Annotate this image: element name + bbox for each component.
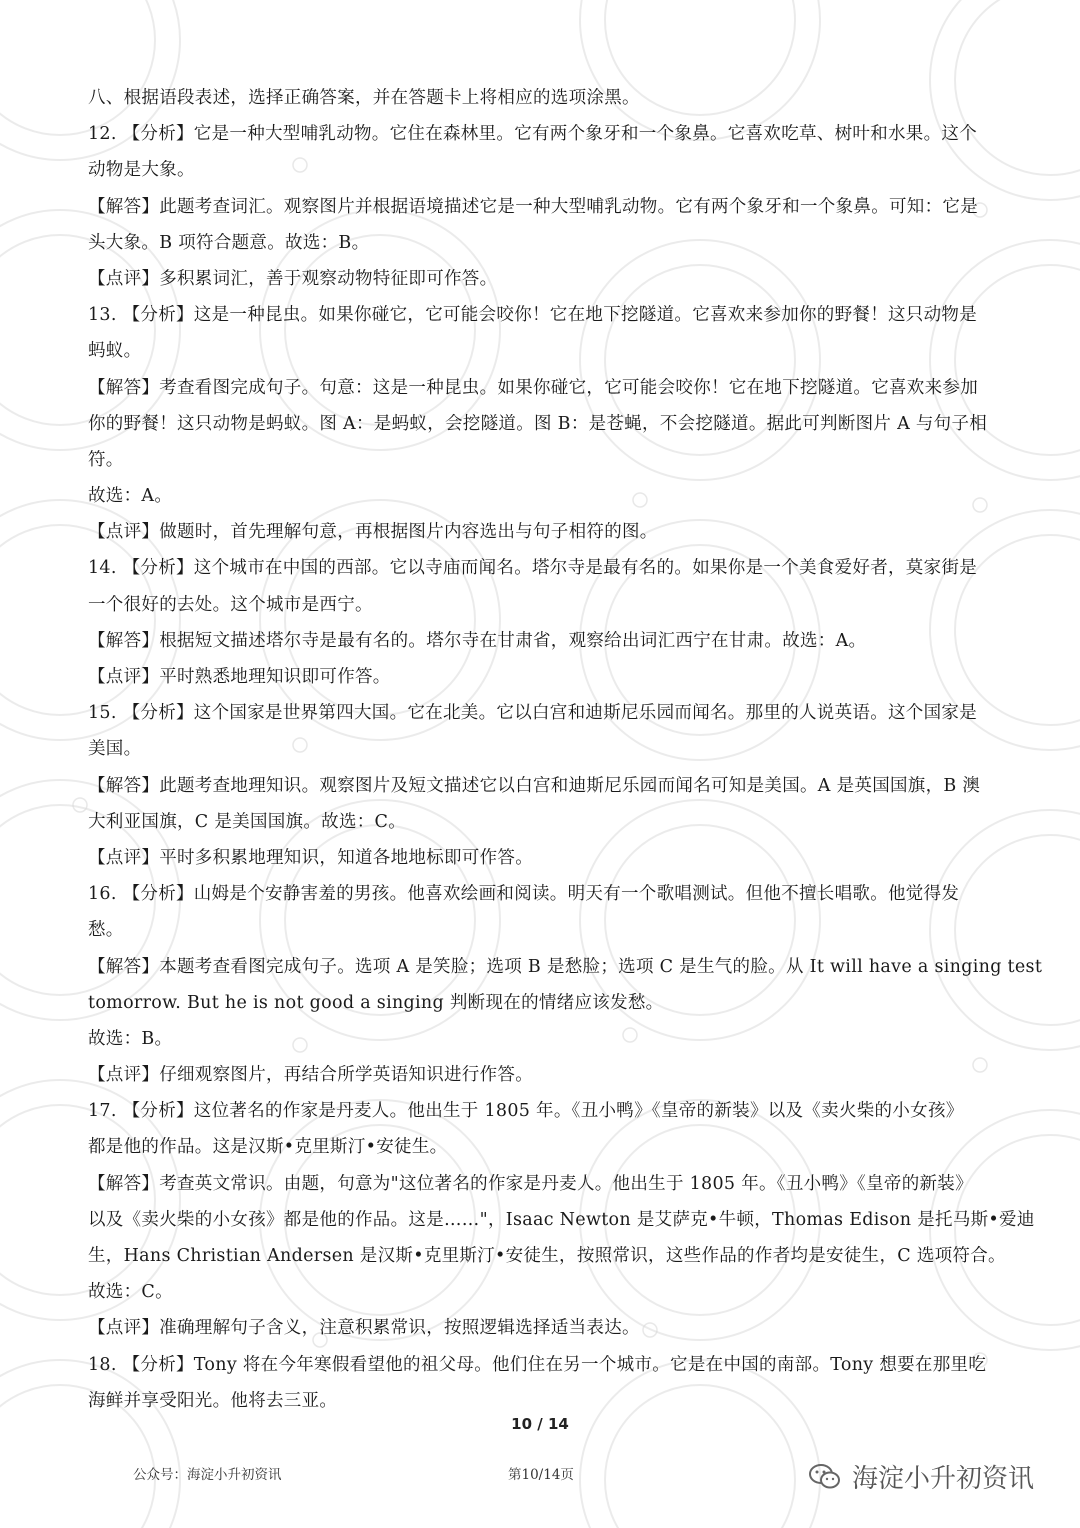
text-line: tomorrow. But he is not good a singing 判断现在的情绪应该发愁。 <box>88 992 664 1013</box>
document-body <box>88 80 1043 1419</box>
text-line: 故选：B。 <box>88 1028 173 1049</box>
text-line: 16. 【分析】山姆是个安静害羞的男孩。他喜欢绘画和阅读。明天有一个歌唱测试。但他不擅长唱歌。他觉得发 <box>88 884 960 905</box>
text-line: 符。 <box>88 449 124 470</box>
text-line: 【点评】准确理解句子含义，注意积累常识，按照逻辑选择适当表达。 <box>88 1318 640 1339</box>
text-line: 15. 【分析】这个国家是世界第四大国。它在北美。它以白宫和迪斯尼乐园而闻名。那里的人说英语。这个国家是 <box>88 703 977 724</box>
text-line: 一个很好的去处。这个城市是西宁。 <box>88 594 373 615</box>
text-line: 14. 【分析】这个城市在中国的西部。它以寺庙而闻名。塔尔寺是最有名的。如果你是一个美食爱好者，莫家街是 <box>88 558 977 579</box>
page-number: 10 / 14 <box>511 1415 569 1433</box>
text-line: 【解答】此题考查词汇。观察图片并根据语境描述它是一种大型哺乳动物。它有两个象牙和一个象鼻。可知：它是 <box>88 196 978 217</box>
brand-badge <box>808 1458 1034 1495</box>
text-line: 【点评】平时熟悉地理知识即可作答。 <box>88 667 391 687</box>
text-line: 【点评】多积累词汇，善于观察动物特征即可作答。 <box>88 268 498 289</box>
text-line: 【解答】本题考查看图完成句子。选项 A 是笑脸；选项 B 是愁脸；选项 C 是生气的脸。从 It will have a singing test <box>88 956 1043 977</box>
brand-name: 海淀小升初资讯 <box>852 1464 1035 1494</box>
text-line: 愁。 <box>88 920 124 941</box>
wechat-icon <box>808 1462 842 1492</box>
text-line: 美国。 <box>88 739 142 760</box>
text-line: 八、根据语段表述，选择正确答案，并在答题卡上将相应的选项涂黑。 <box>88 88 640 108</box>
text-line: 18. 【分析】Tony 将在今年寒假看望他的祖父母。他们住在另一个城市。它是在中国的南部。Tony 想要在那里吃 <box>88 1354 987 1375</box>
text-line: 【点评】做题时，首先理解句意，再根据图片内容选出与句子相符的图。 <box>88 522 658 543</box>
text-line: 【解答】根据短文描述塔尔寺是最有名的。塔尔寺在甘肃省，观察给出词汇西宁在甘肃。故选：A。 <box>88 630 867 651</box>
footer-account-label: 公众号：海淀小升初资讯 <box>133 1467 282 1483</box>
text-line: 故选：A。 <box>88 486 173 507</box>
text-line: 都是他的作品。这是汉斯•克里斯汀•安徒生。 <box>88 1137 448 1158</box>
text-line: 蚂蚁。 <box>88 341 142 362</box>
text-line: 生，Hans Christian Andersen 是汉斯•克里斯汀•安徒生，按照常识，这些作品的作者均是安徒生，C 选项符合。 <box>88 1246 1006 1266</box>
text-line: 故选：C。 <box>88 1282 173 1303</box>
text-line: 大利亚国旗，C 是美国国旗。故选：C。 <box>88 811 407 832</box>
footer-page-label: 第10/14页 <box>508 1467 574 1483</box>
text-line: 【解答】此题考查地理知识。观察图片及短文描述它以白宫和迪斯尼乐园而闻名可知是美国。A 是英国国旗，B 澳 <box>88 775 981 796</box>
text-line: 【解答】考查英文常识。由题，句意为"这位著名的作家是丹麦人。他出生于 1805 年。《丑小鸭》《皇帝的新装》 <box>88 1173 973 1194</box>
text-line: 海鲜并享受阳光。他将去三亚。 <box>88 1390 338 1411</box>
text-line: 【解答】考查看图完成句子。句意：这是一种昆虫。如果你碰它，它可能会咬你！它在地下挖隧道。它喜欢来参加 <box>88 377 978 398</box>
text-line: 动物是大象。 <box>88 160 195 181</box>
text-line: 【点评】平时多积累地理知识，知道各地地标即可作答。 <box>88 847 533 868</box>
text-line: 你的野餐！这只动物是蚂蚁。图 A：是蚂蚁，会挖隧道。图 B：是苍蝇，不会挖隧道。据此可判断图片 A 与句子相 <box>88 413 988 434</box>
text-line: 头大象。B 项符合题意。故选：B。 <box>88 232 370 253</box>
text-line: 【点评】仔细观察图片，再结合所学英语知识进行作答。 <box>88 1065 533 1086</box>
text-line: 以及《卖火柴的小女孩》都是他的作品。这是……"，Isaac Newton 是艾萨克•牛顿，Thomas Edison 是托马斯•爱迪 <box>88 1209 1035 1230</box>
text-line: 13. 【分析】这是一种昆虫。如果你碰它，它可能会咬你！它在地下挖隧道。它喜欢来参加你的野餐！这只动物是 <box>88 305 977 326</box>
text-line: 17. 【分析】这位著名的作家是丹麦人。他出生于 1805 年。《丑小鸭》《皇帝的新装》以及《卖火柴的小女孩》 <box>88 1101 964 1122</box>
text-line: 12. 【分析】它是一种大型哺乳动物。它住在森林里。它有两个象牙和一个象鼻。它喜欢吃草、树叶和水果。这个 <box>88 124 977 145</box>
